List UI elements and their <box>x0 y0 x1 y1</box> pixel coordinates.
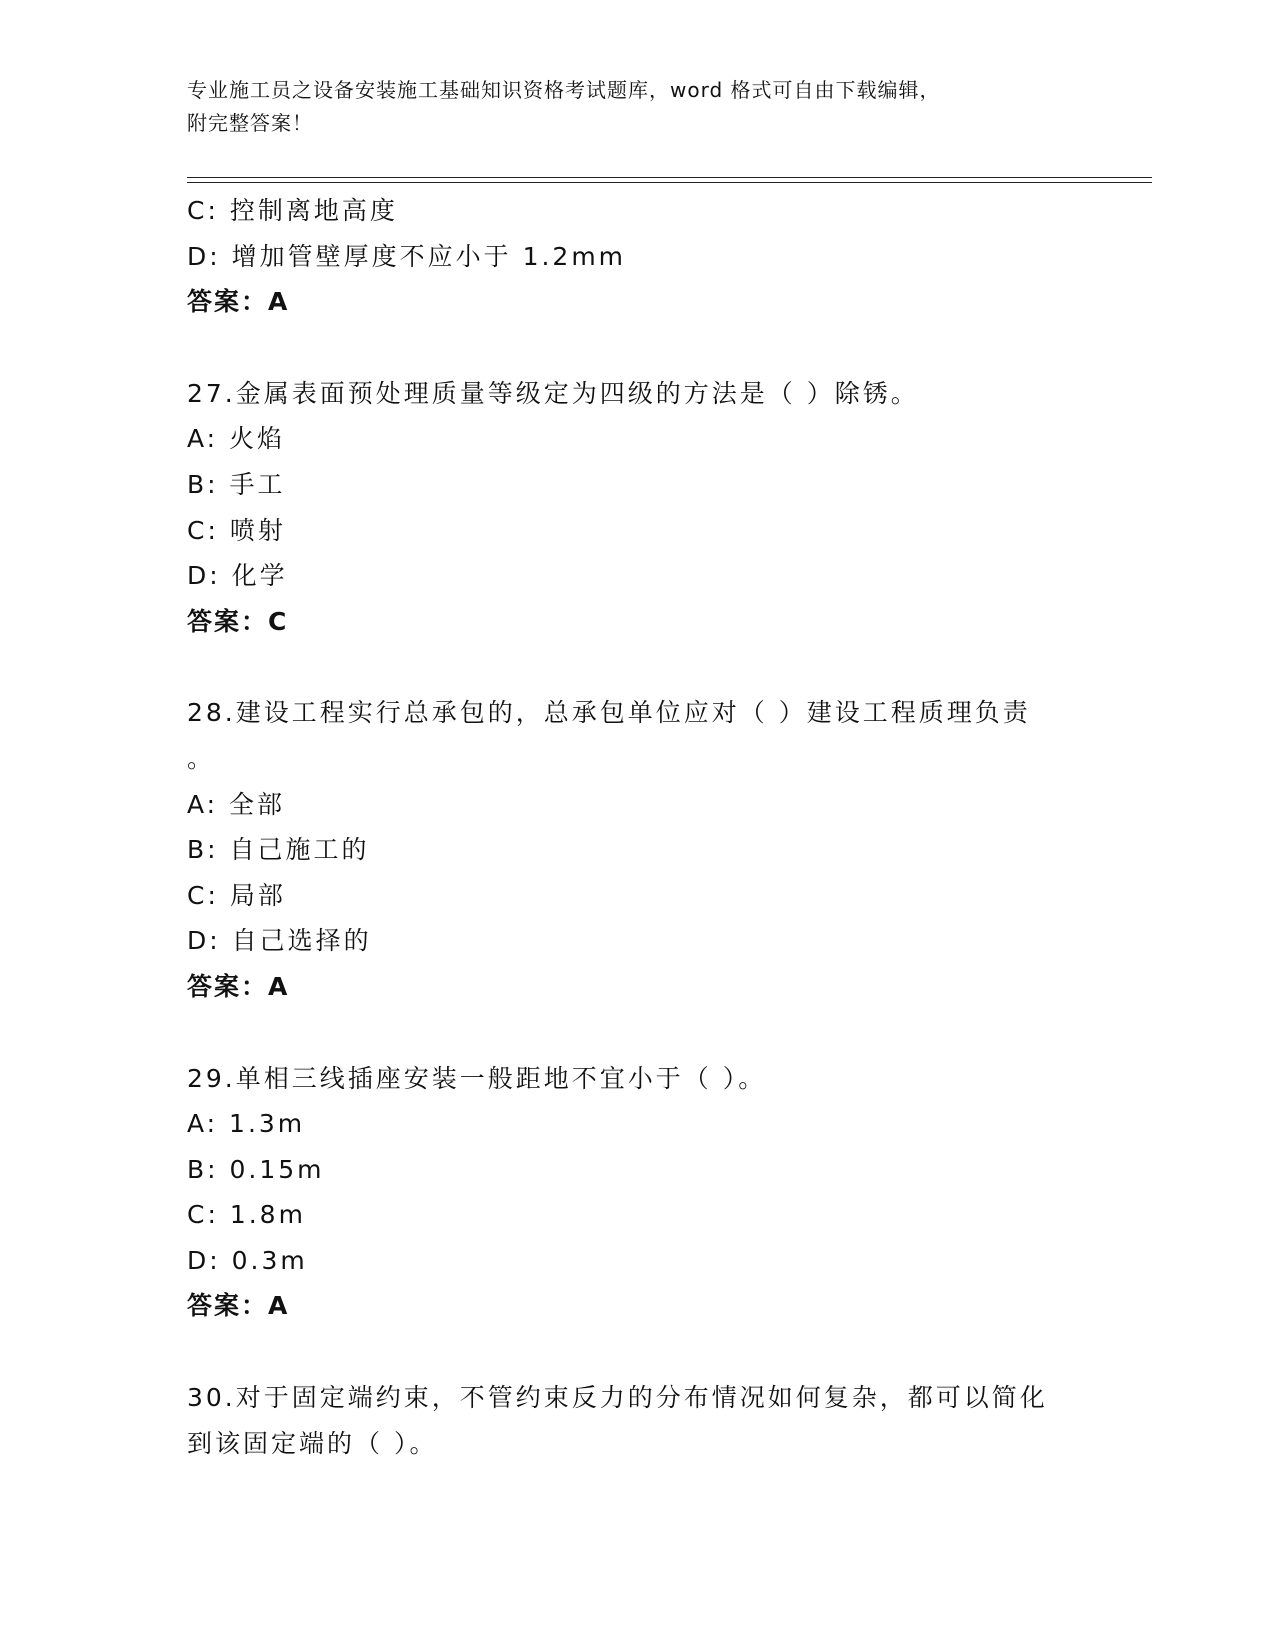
header-rule-bottom <box>187 182 1152 183</box>
option-d: D: 0.3m <box>187 1245 308 1275</box>
option-a: A: 火焰 <box>187 424 286 454</box>
question-30 <box>187 1375 1152 1466</box>
header-rule-top <box>187 177 1152 178</box>
answer: 答案：C <box>187 606 289 636</box>
spacer <box>187 1329 1152 1375</box>
option-c: C: 控制离地高度 <box>187 196 398 225</box>
option-c: C: 喷射 <box>187 515 286 545</box>
question-stem-continued: 。 <box>187 743 216 773</box>
option-b: B: 手工 <box>187 469 286 499</box>
option-a: A: 全部 <box>187 789 286 819</box>
question-stem: 30.对于固定端约束，不管约束反力的分布情况如何复杂，都可以简化 <box>187 1383 1048 1413</box>
document-header <box>187 74 1067 140</box>
option-c: C: 1.8m <box>187 1200 306 1230</box>
option-d: D: 增加管壁厚度不应小于 1.2mm <box>187 241 627 271</box>
option-b: B: 自己施工的 <box>187 835 370 865</box>
answer: 答案：A <box>187 287 290 317</box>
question-stem-continued: 到该固定端的（ ）。 <box>187 1428 438 1458</box>
question-content <box>187 188 1152 1466</box>
header-line-1: 专业施工员之设备安装施工基础知识资格考试题库，word 格式可自由下载编辑， <box>187 78 941 102</box>
option-d: D: 化学 <box>187 561 288 591</box>
question-28 <box>187 690 1152 1009</box>
question-27 <box>187 371 1152 645</box>
carryover-question <box>187 188 1152 325</box>
spacer <box>187 644 1152 690</box>
option-c: C: 局部 <box>187 880 286 910</box>
option-b: B: 0.15m <box>187 1154 325 1184</box>
answer: 答案：A <box>187 1291 290 1321</box>
question-29 <box>187 1056 1152 1330</box>
option-a: A: 1.3m <box>187 1109 306 1139</box>
answer: 答案：A <box>187 971 290 1001</box>
spacer <box>187 325 1152 371</box>
question-stem: 29.单相三线插座安装一般距地不宜小于（ ）。 <box>187 1063 767 1093</box>
question-stem: 27.金属表面预处理质量等级定为四级的方法是（ ）除锈。 <box>187 378 919 408</box>
spacer <box>187 1010 1152 1056</box>
question-stem: 28.建设工程实行总承包的，总承包单位应对（ ）建设工程质理负责 <box>187 698 1031 728</box>
header-line-2: 附完整答案！ <box>187 111 313 135</box>
option-d: D: 自己选择的 <box>187 926 372 956</box>
